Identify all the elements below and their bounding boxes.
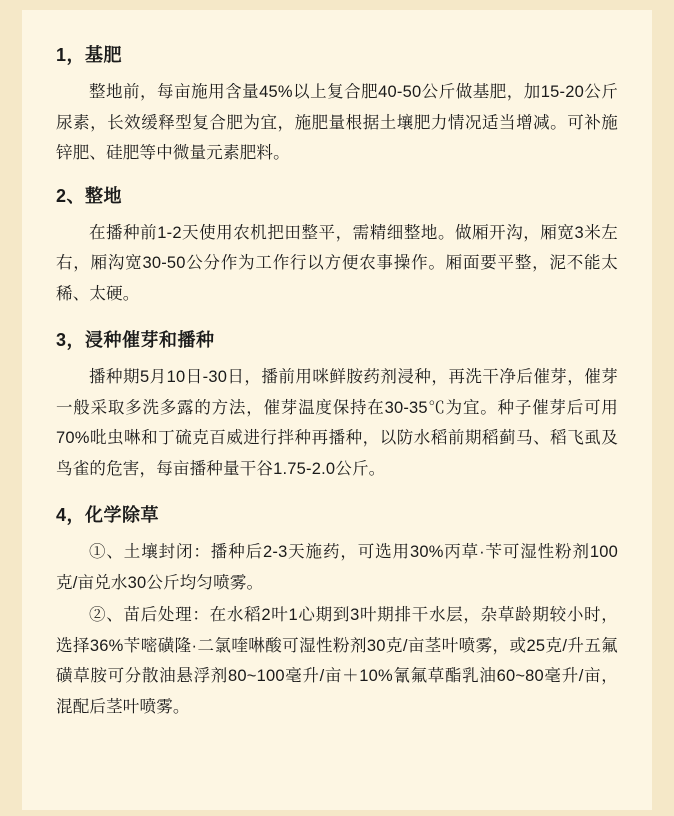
section-chemical-weeding (56, 502, 618, 722)
paragraph: 整地前，每亩施用含量45%以上复合肥40-50公斤做基肥，加15-20公斤尿素，长效缓释型复合肥为宜，施肥量根据土壤肥力情况适当增减。可补施锌肥、硅肥等中微量元素肥料。 (56, 83, 618, 163)
section-body (56, 362, 618, 484)
section-body (56, 218, 618, 310)
paragraph: 在播种前1-2天使用农机把田整平，需精细整地。做厢开沟，厢宽3米左右，厢沟宽30-50公分作为工作行以方便农事操作。厢面要平整，泥不能太稀、太硬。 (56, 223, 618, 303)
paragraph: ②、苗后处理：在水稻2叶1心期到3叶期排干水层，杂草龄期较小时，选择36%苄嘧磺隆·二氯喹啉酸可湿性粉剂30克/亩茎叶喷雾，或25克/升五氟磺草胺可分散油悬浮剂80~100毫升/亩＋10%氰氟草酯乳油60~80毫升/亩，混配后茎叶喷雾。 (56, 606, 618, 716)
section-title: 3，浸种催芽和播种 (56, 330, 215, 351)
section-body (56, 537, 618, 722)
section-basal-fertilizer (56, 42, 618, 169)
section-soaking-germination-sowing (56, 327, 618, 484)
section-title: 1，基肥 (56, 45, 123, 65)
document-sheet (22, 10, 652, 810)
section-title: 4，化学除草 (56, 505, 160, 526)
paragraph: ①、土壤封闭：播种后2-3天施药，可选用30%丙草·苄可湿性粉剂100克/亩兑水30公斤均匀喷雾。 (56, 543, 618, 592)
section-title: 2、整地 (56, 185, 123, 206)
paragraph: 播种期5月10日-30日，播前用咪鲜胺药剂浸种，再洗干净后催芽，催芽一般采取多洗多露的方法，催芽温度保持在30-35℃为宜。种子催芽后可用70%吡虫啉和丁硫克百威进行拌种再播种，以防水稻前期稻蓟马、稻飞虱及鸟雀的危害，每亩播种量干谷1.75-2.0公斤。 (56, 368, 618, 478)
section-body (56, 77, 618, 169)
section-land-preparation (56, 183, 618, 310)
